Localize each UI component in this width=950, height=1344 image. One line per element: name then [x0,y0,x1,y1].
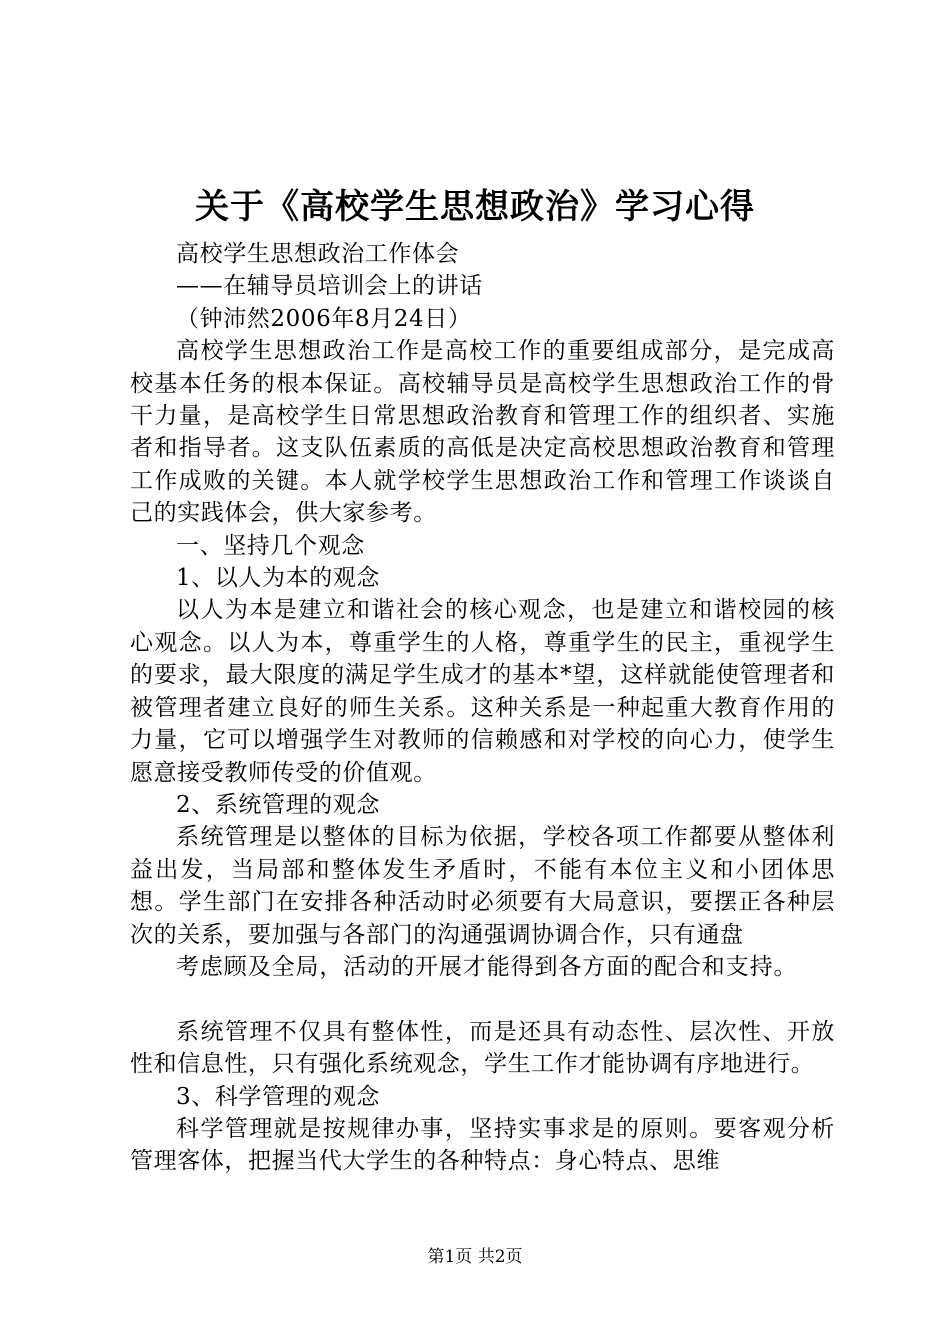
subtitle-speech: ——在辅导员培训会上的讲话 [176,273,483,300]
subsection-heading: 2、系统管理的观念 [176,791,381,818]
document-title: 关于《高校学生思想政治》学习心得 [195,187,755,227]
page-number: 第1页 共2页 [427,1247,523,1267]
subsection-heading: 3、科学管理的观念 [176,1083,381,1110]
subtitle: 高校学生思想政治工作体会 [176,241,460,267]
paragraph: 科学管理就是按规律办事，坚持实事求是的原则。要客观分析管理客体，把握当代大学生的各种特点：身心特点、思维 [130,1115,835,1175]
paragraph: 系统管理是以整体的目标为依据，学校各项工作都要从整体利益出发，当局部和整体发生矛盾时，不能有本位主义和小团体思想。学生部门在安排各种活动时必须要有大局意识，要摆正各种层次的关系，要加强与各部门的沟通强调协调合作，只有通盘 [130,824,835,948]
paragraph-intro: 高校学生思想政治工作是高校工作的重要组成部分，是完成高校基本任务的根本保证。高校辅导员是高校学生思想政治工作的骨干力量，是高校学生日常思想政治教育和管理工作的组织者、实施者和指导者。这支队伍素质的高低是决定高校思想政治教育和管理工作成败的关键。本人就学校学生思想政治工作和管理工作谈谈自己的实践体会，供大家参考。 [130,338,835,527]
paragraph: 考虑顾及全局，活动的开展才能得到各方面的配合和支持。 [176,953,798,980]
subsection-heading: 1、以人为本的观念 [176,565,381,592]
paragraph: 系统管理不仅具有整体性，而是还具有动态性、层次性、开放性和信息性，只有强化系统观念，学生工作才能协调有序地进行。 [130,1018,835,1078]
blank-line [130,983,835,1015]
document-body [130,238,835,1178]
paragraph: 以人为本是建立和谐社会的核心观念，也是建立和谐校园的核心观念。以人为本，尊重学生的人格，尊重学生的民主，重视学生的要求，最大限度的满足学生成才的基本*望，这样就能使管理者和被管理者建立良好的师生关系。这种关系是一种起重大教育作用的力量，它可以增强学生对教师的信赖感和对学校的向心力，使学生愿意接受教师传受的价值观。 [130,597,835,786]
author-date: （钟沛然2006年8月24日） [176,305,472,332]
section-heading: 一、坚持几个观念 [176,532,365,559]
